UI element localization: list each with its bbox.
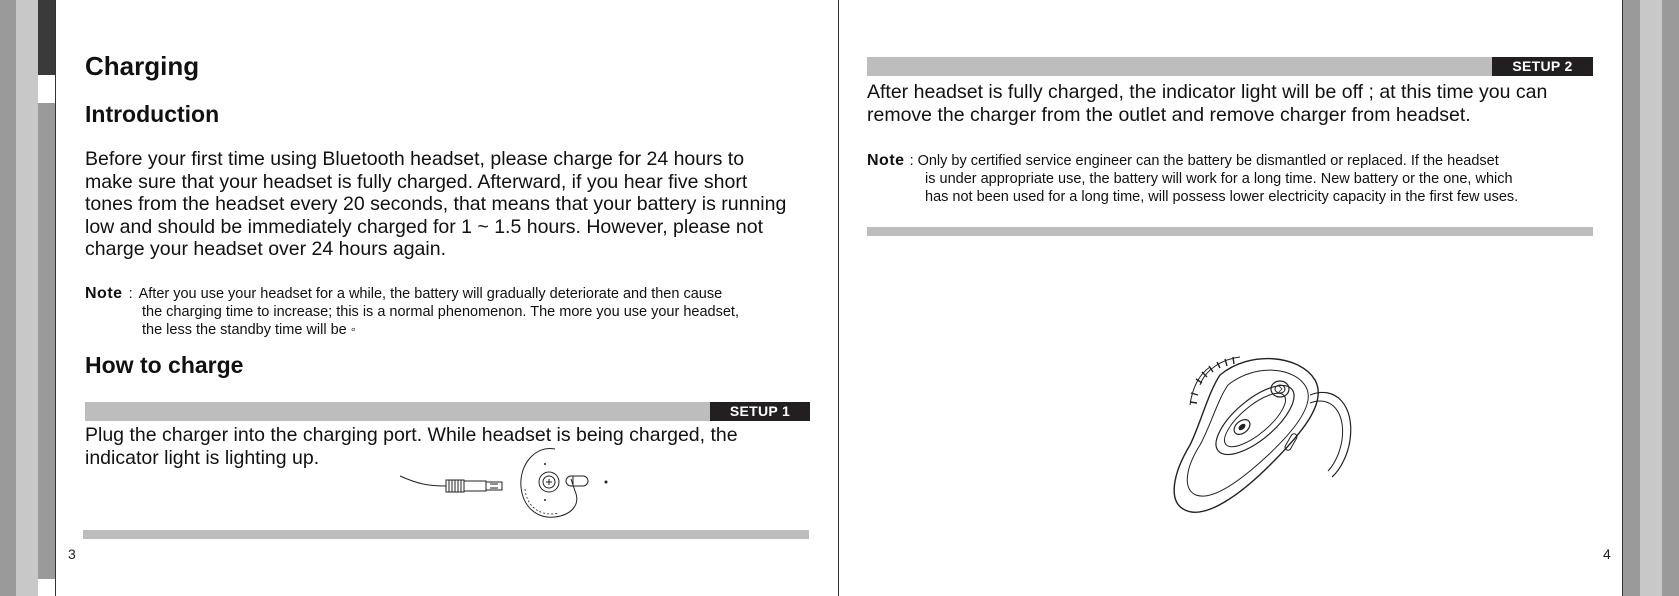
setup2-tag: SETUP 2 <box>1492 57 1593 76</box>
setup1-bar <box>85 402 810 421</box>
right-edge-inner <box>1623 0 1640 596</box>
setup1-line: Plug the charger into the charging port. While headset is being charged, the <box>85 424 738 446</box>
charger-plug-icon <box>398 468 508 504</box>
page-number-left: 3 <box>68 546 76 562</box>
intro-line: charge your headset over 24 hours again. <box>85 238 446 260</box>
left-page-border <box>55 0 56 596</box>
headset-illustration-icon <box>1160 345 1360 535</box>
right-edge-mid <box>1640 0 1662 596</box>
right-separator-bar <box>867 227 1593 236</box>
right-edge-outer <box>1662 0 1679 596</box>
section-heading-how-to-charge: How to charge <box>85 352 244 378</box>
left-edge-mid <box>16 0 38 596</box>
left-edge-outer <box>0 0 16 596</box>
note-colon: : <box>909 153 914 169</box>
note-line: the less the standby time will be ◦ <box>142 322 356 338</box>
note-line: After you use your headset for a while, the battery will gradually deteriorate and then cause <box>138 286 723 302</box>
headset-side-icon <box>515 445 610 523</box>
note-label: Note <box>85 285 123 302</box>
setup2-text <box>867 81 1607 126</box>
setup1-tag: SETUP 1 <box>710 402 810 421</box>
setup1-line: indicator light is lighting up. <box>85 446 320 469</box>
intro-line: Before your first time using Bluetooth headset, please charge for 24 hours to <box>85 148 745 170</box>
note-colon: : <box>128 286 133 302</box>
left-edge-dark-tab <box>38 0 56 75</box>
setup2-line: remove the charger from the outlet and remove charger from headset. <box>867 103 1471 126</box>
setup1-text <box>85 424 825 469</box>
note-line: the charging time to increase; this is a normal phenomenon. The more you use your headset, <box>142 304 739 320</box>
intro-paragraph <box>85 148 825 261</box>
left-bottom-bar <box>83 530 809 539</box>
note-line: has not been used for a long time, will possess lower electricity capacity in the first few uses. <box>925 189 1519 205</box>
left-edge-gray-tab <box>38 103 56 579</box>
page-number-right: 4 <box>1603 546 1611 562</box>
intro-line: low and should be immediately charged for 1 ~ 1.5 hours. However, please not <box>85 215 764 238</box>
center-gutter <box>838 0 839 596</box>
setup2-bar <box>867 57 1593 76</box>
note-block-right <box>867 152 1607 206</box>
note-line: Only by certified service engineer can the battery be dismantled or replaced. If the headset <box>917 153 1499 169</box>
page-title: Charging <box>85 51 200 81</box>
setup2-line: After headset is fully charged, the indicator light will be off ; at this time you can <box>867 81 1548 103</box>
note-block-left <box>85 285 825 339</box>
section-heading-introduction: Introduction <box>85 101 220 127</box>
note-label: Note <box>867 152 905 169</box>
intro-line: make sure that your headset is fully charged. Afterward, if you hear five short <box>85 170 748 193</box>
intro-line: tones from the headset every 20 seconds, that means that your battery is running <box>85 193 787 215</box>
note-line: is under appropriate use, the battery will work for a long time. New battery or the one, which <box>925 171 1513 187</box>
